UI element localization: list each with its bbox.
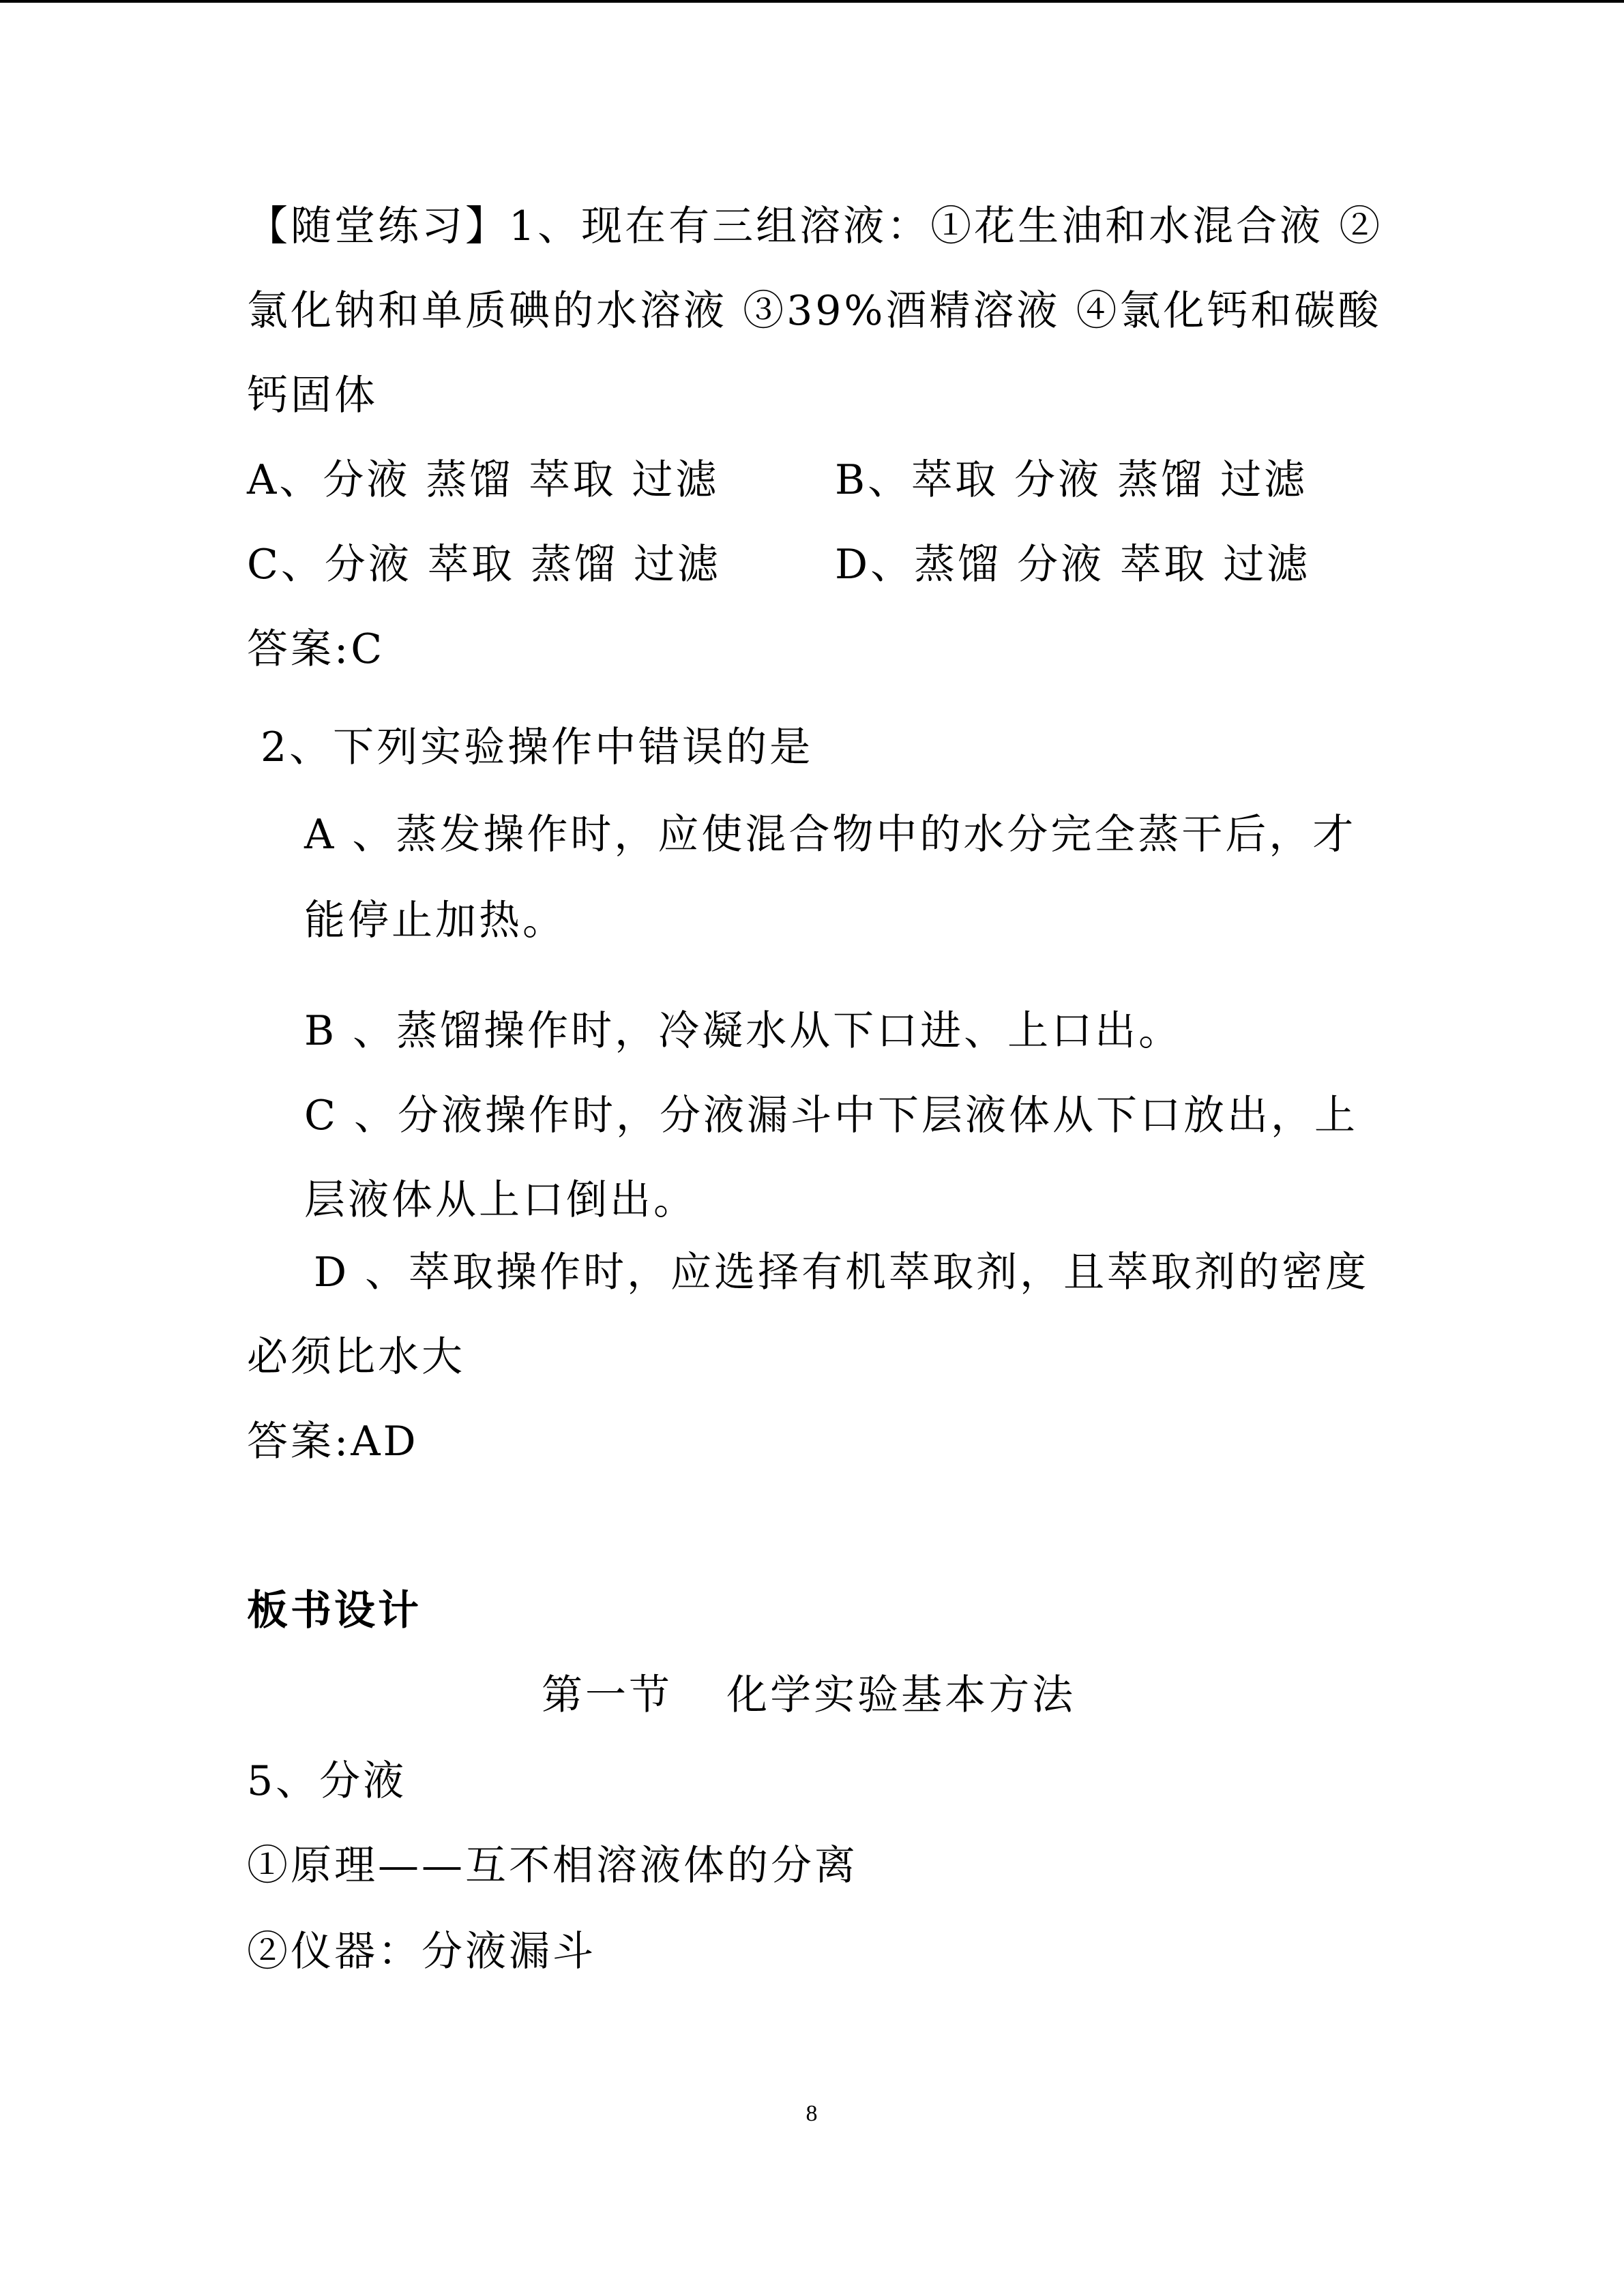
- exercise2-option-b: B 、蒸馏操作时，冷凝水从下口进、上口出。: [304, 1007, 1183, 1055]
- board-design-heading: 板书设计: [247, 1587, 422, 1635]
- exercise1-line3: 钙固体: [247, 372, 378, 419]
- exercise2-option-a-line1: A 、蒸发操作时，应使混合物中的水分完全蒸干后，才: [304, 811, 1357, 859]
- exercise2-option-c-line1: C 、分液操作时，分液漏斗中下层液体从下口放出，上: [304, 1092, 1358, 1139]
- exercise1-line2: 氯化钠和单质碘的水溶液 ③39%酒精溶液 ④氯化钙和碳酸: [247, 287, 1382, 335]
- exercise1-option-b: B、萃取 分液 蒸馏 过滤: [835, 456, 1308, 504]
- board-item-5: 5、分液: [247, 1757, 407, 1805]
- page-number: 8: [806, 2101, 818, 2126]
- exercise1-option-c: C、分液 萃取 蒸馏 过滤: [247, 541, 722, 588]
- board-instrument: ②仪器：分液漏斗: [247, 1928, 596, 1976]
- top-border-rule: [0, 0, 1624, 3]
- section-title: 第一节 化学实验基本方法: [542, 1671, 1076, 1719]
- exercise1-answer: 答案:C: [247, 625, 385, 673]
- exercise2-answer: 答案:AD: [247, 1418, 419, 1465]
- exercise1-option-d: D、蒸馏 分液 萃取 过滤: [835, 541, 1311, 588]
- board-principle: ①原理——互不相溶液体的分离: [247, 1842, 858, 1890]
- exercise2-option-a-line2: 能停止加热。: [304, 897, 566, 944]
- exercise2-option-d-line1: D 、萃取操作时，应选择有机萃取剂，且萃取剂的密度: [314, 1249, 1370, 1296]
- exercise1-line1: 【随堂练习】1、现在有三组溶液：①花生油和水混合液 ②: [247, 203, 1383, 250]
- exercise2-question: 2、下列实验操作中错误的是: [261, 724, 814, 771]
- exercise2-option-d-line2: 必须比水大: [247, 1333, 465, 1381]
- exercise2-option-c-line2: 层液体从上口倒出。: [304, 1176, 697, 1224]
- exercise1-option-a: A、分液 蒸馏 萃取 过滤: [247, 456, 720, 504]
